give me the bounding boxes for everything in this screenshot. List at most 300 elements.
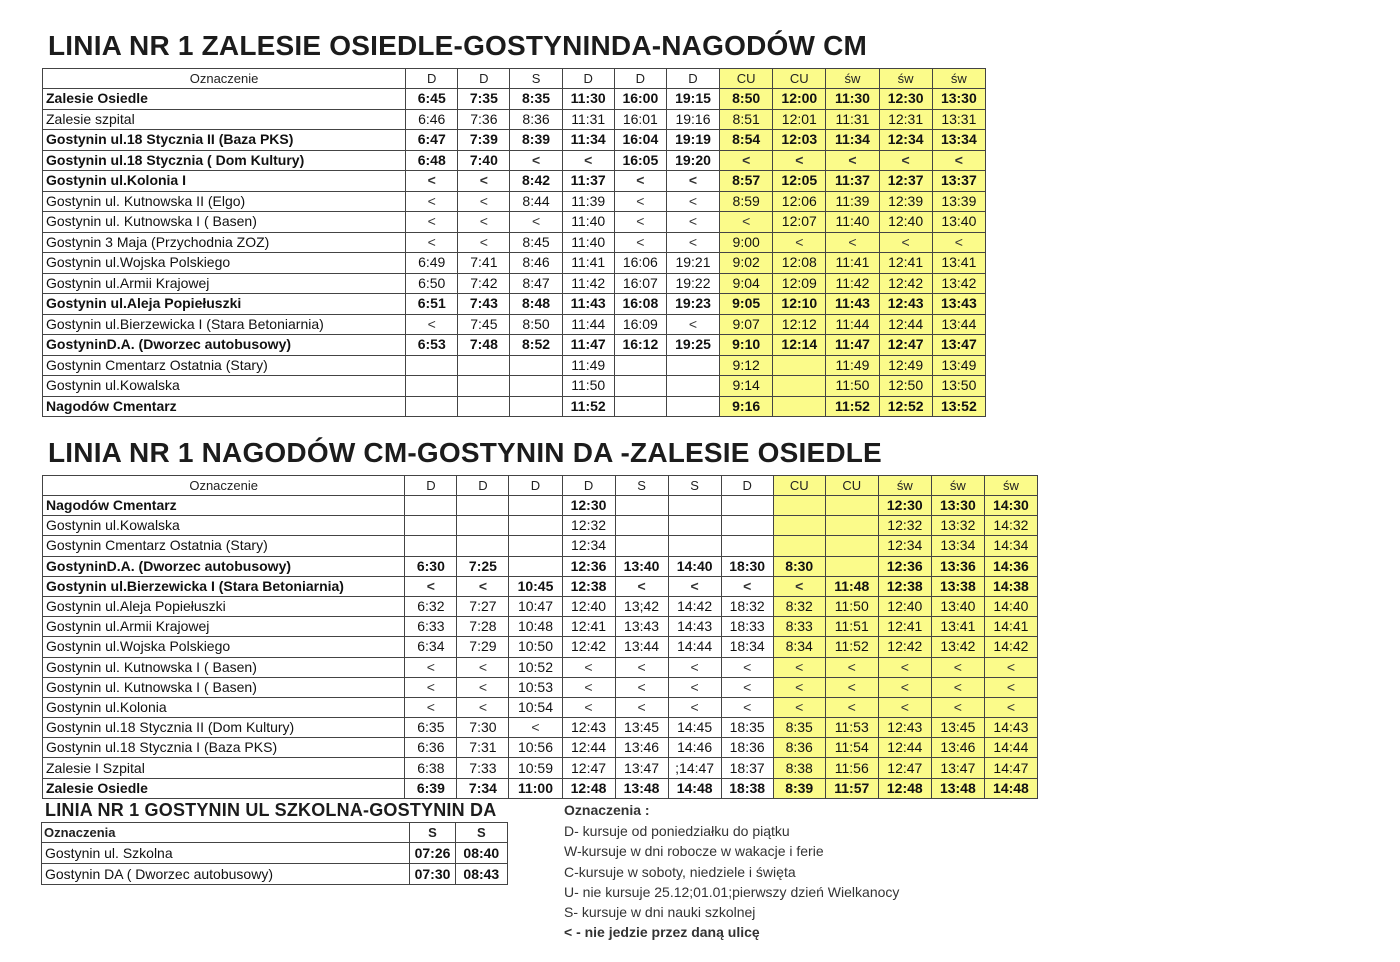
time-cell: 11:34 [562,130,614,151]
time-cell: 9:10 [720,335,773,356]
time-cell: 19:16 [666,109,719,130]
time-cell [773,396,826,417]
time-cell: 10:48 [509,617,562,637]
table-row [43,171,986,192]
time-cell: 18:37 [721,758,773,778]
time-cell: 6:53 [406,335,458,356]
time-cell: 10:59 [509,758,562,778]
time-cell: < [984,657,1037,677]
time-cell [615,516,668,536]
time-cell [666,376,719,397]
table-row [43,617,1038,637]
time-cell: < [405,677,457,697]
time-cell [406,396,458,417]
time-cell: 6:38 [405,758,457,778]
time-cell: 11:42 [826,273,879,294]
time-cell: 12:30 [562,496,615,516]
time-cell: 12:39 [879,191,932,212]
time-cell: < [878,677,931,697]
time-cell: 7:29 [457,637,509,657]
table-row [43,697,1038,717]
time-cell: 12:06 [773,191,826,212]
time-cell: < [666,232,719,253]
time-cell: 9:07 [720,314,773,335]
table-row [43,89,986,110]
stop-name: Nagodów Cmentarz [43,496,405,516]
time-cell: 14:42 [668,596,721,616]
stop-name: Gostynin 3 Maja (Przychodnia ZOZ) [43,232,406,253]
time-cell: 8:51 [720,109,773,130]
column-header: D [457,476,509,496]
time-cell: 11:52 [562,396,614,417]
time-cell: 13:41 [931,617,984,637]
stop-name: Gostynin DA ( Dworzec autobusowy) [42,864,410,885]
time-cell: 16:05 [614,150,666,171]
table-row [43,294,986,315]
time-cell: 11:37 [826,171,879,192]
time-cell: 8:47 [510,273,562,294]
stop-name: Gostynin ul.Armii Krajowej [43,617,405,637]
time-cell: 13:44 [932,314,985,335]
time-cell: 14:42 [984,637,1037,657]
time-cell: 6:39 [405,778,457,798]
time-cell: 16:06 [614,253,666,274]
column-header: S [410,823,455,843]
column-header: D [405,476,457,496]
time-cell: 13:37 [932,171,985,192]
time-cell [773,536,825,556]
time-cell: 11:53 [825,718,878,738]
time-cell: 6:46 [406,109,458,130]
time-cell: < [826,232,879,253]
time-cell: 6:33 [405,617,457,637]
time-cell: 12:34 [879,130,932,151]
legend-line: D- kursuje od poniedziałku do piątku [564,823,790,839]
time-cell: 13:39 [932,191,985,212]
table-row [42,864,508,885]
column-header: S [510,69,562,89]
time-cell: < [721,677,773,697]
time-cell: 11:54 [825,738,878,758]
table-row [43,273,986,294]
time-cell: 18:36 [721,738,773,758]
time-cell [666,396,719,417]
time-cell: 6:48 [406,150,458,171]
column-header: D [721,476,773,496]
time-cell: 14:48 [984,778,1037,798]
time-cell: 11:39 [562,191,614,212]
time-cell: 8:34 [773,637,825,657]
route2-title: LINIA NR 1 NAGODÓW CM-GOSTYNIN DA -ZALESIE OSIEDLE [48,437,882,468]
time-cell: 13:47 [932,335,985,356]
time-cell: 18:38 [721,778,773,798]
time-cell [509,496,562,516]
time-cell: 18:32 [721,596,773,616]
time-cell: 12:09 [773,273,826,294]
stop-name: Gostynin Cmentarz Ostatnia (Stary) [43,536,405,556]
legend-line: W-kursuje w dni robocze w wakacje i ferie [564,843,824,860]
time-cell: 8:30 [773,556,825,576]
table-row [43,150,986,171]
time-cell: 19:25 [666,335,719,356]
time-cell: 6:51 [406,294,458,315]
time-cell [773,376,826,397]
column-header: CU [825,476,878,496]
table-row [43,556,1038,576]
time-cell: < [931,697,984,717]
time-cell: 11:40 [826,212,879,233]
time-cell [406,376,458,397]
time-cell: 12:32 [878,516,931,536]
time-cell: 13:43 [932,294,985,315]
time-cell: 8:48 [510,294,562,315]
time-cell [614,355,666,376]
time-cell: < [932,232,985,253]
time-cell [405,516,457,536]
time-cell: 11:50 [562,376,614,397]
time-cell: 13:38 [931,576,984,596]
time-cell: < [773,697,825,717]
legend-line: U- nie kursuje 25.12;01.01;pierwszy dzień Wielkanocy [564,883,900,900]
time-cell: 13:42 [931,637,984,657]
time-cell: < [721,697,773,717]
stop-name: Gostynin ul.18 Stycznia I (Baza PKS) [43,738,405,758]
table-row [43,130,986,151]
time-cell: 13:50 [932,376,985,397]
time-cell: 12:30 [879,89,932,110]
time-cell: 12:32 [562,516,615,536]
time-cell: < [825,677,878,697]
time-cell: 8:33 [773,617,825,637]
time-cell [458,376,510,397]
time-cell: < [773,657,825,677]
time-cell: 10:53 [509,677,562,697]
time-cell: < [931,657,984,677]
time-cell: 7:34 [457,778,509,798]
column-header: D [406,69,458,89]
time-cell [668,536,721,556]
stop-name: Zalesie Osiedle [43,778,405,798]
header-label: Oznaczenie [43,69,406,89]
time-cell: 14:41 [984,617,1037,637]
time-cell [405,536,457,556]
column-header: św [878,476,931,496]
time-cell: 11:41 [562,253,614,274]
time-cell: < [825,657,878,677]
time-cell: 7:48 [458,335,510,356]
time-cell: 18:30 [721,556,773,576]
stop-name: Gostynin ul.Kowalska [43,376,406,397]
time-cell [773,496,825,516]
table-row [43,576,1038,596]
time-cell: 12:41 [878,617,931,637]
column-header: CU [773,69,826,89]
time-cell: 8:59 [720,191,773,212]
time-cell: 13:40 [931,596,984,616]
time-cell: 11:50 [825,596,878,616]
time-cell: < [773,150,826,171]
time-cell: 13:42 [932,273,985,294]
time-cell: < [931,677,984,697]
time-cell: 14:32 [984,516,1037,536]
time-cell: 07:30 [410,864,455,885]
stop-name: Gostynin ul.Kolonia [43,697,405,717]
time-cell: 14:48 [668,778,721,798]
time-cell: 11:34 [826,130,879,151]
time-cell: 14:34 [984,536,1037,556]
time-cell: < [615,657,668,677]
time-cell: 13:45 [615,718,668,738]
time-cell: 7:45 [458,314,510,335]
time-cell: < [773,677,825,697]
column-header: św [931,476,984,496]
time-cell: 10:50 [509,637,562,657]
time-cell: < [666,171,719,192]
time-cell: 6:36 [405,738,457,758]
time-cell: 19:23 [666,294,719,315]
time-cell: 12:43 [878,718,931,738]
time-cell: 14:36 [984,556,1037,576]
time-cell: 12:44 [562,738,615,758]
column-header: S [615,476,668,496]
time-cell: 7:36 [458,109,510,130]
time-cell: 12:01 [773,109,826,130]
time-cell [457,536,509,556]
time-cell [510,376,562,397]
time-cell: 12:00 [773,89,826,110]
legend-heading: Oznaczenia : [564,802,650,818]
time-cell [510,355,562,376]
column-header: CU [720,69,773,89]
time-cell: < [614,212,666,233]
time-cell: 13:41 [932,253,985,274]
stop-name: Gostynin ul.Aleja Popiełuszki [43,596,405,616]
time-cell: 14:38 [984,576,1037,596]
time-cell: 12:14 [773,335,826,356]
time-cell: 11:42 [562,273,614,294]
time-cell: < [562,150,614,171]
time-cell [668,516,721,536]
time-cell: < [720,150,773,171]
route1-title: LINIA NR 1 ZALESIE OSIEDLE-GOSTYNINDA-NAGODÓW CM [48,30,868,61]
time-cell: 7:33 [457,758,509,778]
stop-name: Gostynin ul.Wojska Polskiego [43,253,406,274]
stop-name: Gostynin ul.18 Stycznia II (Dom Kultury) [43,718,405,738]
time-cell: 11:49 [826,355,879,376]
table-row [43,657,1038,677]
time-cell: < [826,150,879,171]
time-cell: 12:36 [562,556,615,576]
time-cell: 14:43 [984,718,1037,738]
time-cell: 12:03 [773,130,826,151]
table-row [43,596,1038,616]
time-cell: < [773,232,826,253]
route3-timetable [41,822,508,885]
time-cell: 6:32 [405,596,457,616]
stop-name: Gostynin ul.Wojska Polskiego [43,637,405,657]
time-cell: 11:56 [825,758,878,778]
time-cell: < [668,697,721,717]
time-cell: 11:52 [826,396,879,417]
time-cell: 8:39 [510,130,562,151]
table-row [43,778,1038,798]
time-cell: 14:46 [668,738,721,758]
table-row [43,677,1038,697]
time-cell: < [825,697,878,717]
time-cell: 6:34 [405,637,457,657]
time-cell: < [457,657,509,677]
table-row [43,496,1038,516]
column-header: S [455,823,507,843]
time-cell [510,396,562,417]
time-cell: 14:30 [984,496,1037,516]
time-cell: 7:40 [458,150,510,171]
time-cell: 14:45 [668,718,721,738]
header-row [43,476,1038,496]
time-cell: < [666,191,719,212]
stop-name: Gostynin ul.Kowalska [43,516,405,536]
time-cell: 12:43 [879,294,932,315]
column-header: św [932,69,985,89]
time-cell: < [510,150,562,171]
time-cell: 7:39 [458,130,510,151]
time-cell [614,396,666,417]
time-cell: 12:40 [879,212,932,233]
time-cell [509,516,562,536]
time-cell: 11:40 [562,232,614,253]
table-row [43,253,986,274]
column-header: D [509,476,562,496]
time-cell: 9:04 [720,273,773,294]
time-cell [773,516,825,536]
legend [564,802,899,943]
time-cell: < [666,314,719,335]
table-row [43,109,986,130]
time-cell: 11:52 [825,637,878,657]
time-cell [615,536,668,556]
time-cell: 13:47 [615,758,668,778]
time-cell: 11:00 [509,778,562,798]
time-cell: 7:31 [457,738,509,758]
time-cell: 8:50 [510,314,562,335]
stop-name: Zalesie Osiedle [43,89,406,110]
time-cell: 8:54 [720,130,773,151]
time-cell: 12:30 [878,496,931,516]
time-cell: 12:47 [879,335,932,356]
time-cell: 11:43 [826,294,879,315]
time-cell: 8:35 [510,89,562,110]
time-cell: < [615,576,668,596]
column-header: D [562,69,614,89]
route3-title: LINIA NR 1 GOSTYNIN UL SZKOLNA-GOSTYNIN DA [45,800,497,820]
time-cell: < [562,697,615,717]
time-cell: 9:02 [720,253,773,274]
stop-name: Gostynin ul. Kutnowska I ( Basen) [43,657,405,677]
time-cell [825,496,878,516]
time-cell: 12:31 [879,109,932,130]
time-cell: 9:05 [720,294,773,315]
time-cell: 12:49 [879,355,932,376]
table-row [43,191,986,212]
time-cell: 10:47 [509,596,562,616]
time-cell: 8:38 [773,758,825,778]
table-row [43,536,1038,556]
time-cell: 12:34 [878,536,931,556]
time-cell: 13:30 [931,496,984,516]
time-cell: 8:44 [510,191,562,212]
time-cell: 12:44 [878,738,931,758]
stop-name: Gostynin ul. Kutnowska II (Elgo) [43,191,406,212]
time-cell: 7:35 [458,89,510,110]
time-cell: 19:21 [666,253,719,274]
time-cell: 6:35 [405,718,457,738]
column-header: D [562,476,615,496]
time-cell: 7:28 [457,617,509,637]
time-cell [825,536,878,556]
column-header: D [614,69,666,89]
stop-name: Zalesie I Szpital [43,758,405,778]
stop-name: Gostynin ul. Szkolna [42,843,410,864]
time-cell: 12:40 [878,596,931,616]
column-header: D [458,69,510,89]
time-cell: 19:22 [666,273,719,294]
time-cell: 13:48 [615,778,668,798]
time-cell: 16:12 [614,335,666,356]
table-row [42,843,508,864]
time-cell: 8:46 [510,253,562,274]
time-cell: 13:44 [615,637,668,657]
time-cell: 19:15 [666,89,719,110]
time-cell: 14:47 [984,758,1037,778]
time-cell: 13:36 [931,556,984,576]
time-cell: < [406,191,458,212]
time-cell [509,556,562,576]
time-cell: < [878,657,931,677]
time-cell: 12:52 [879,396,932,417]
time-cell: 12:44 [879,314,932,335]
time-cell: 13;42 [615,596,668,616]
time-cell: < [879,232,932,253]
table-row [43,718,1038,738]
table-row [43,516,1038,536]
time-cell [509,536,562,556]
time-cell: 8:50 [720,89,773,110]
time-cell [721,536,773,556]
time-cell: 16:04 [614,130,666,151]
time-cell: 11:48 [825,576,878,596]
time-cell: < [510,212,562,233]
column-header: św [826,69,879,89]
time-cell: < [878,697,931,717]
time-cell [666,355,719,376]
stop-name: Nagodów Cmentarz [43,396,406,417]
time-cell: 8:45 [510,232,562,253]
time-cell: 11:30 [826,89,879,110]
time-cell: 13:40 [615,556,668,576]
stop-name: Gostynin ul.Armii Krajowej [43,273,406,294]
time-cell: 11:47 [562,335,614,356]
stop-name: Gostynin ul.Kolonia I [43,171,406,192]
time-cell: 19:20 [666,150,719,171]
time-cell: < [668,657,721,677]
time-cell: 11:57 [825,778,878,798]
time-cell: 9:12 [720,355,773,376]
time-cell: 9:14 [720,376,773,397]
time-cell: < [406,314,458,335]
time-cell: 11:39 [826,191,879,212]
time-cell: < [562,657,615,677]
table-row [43,355,986,376]
